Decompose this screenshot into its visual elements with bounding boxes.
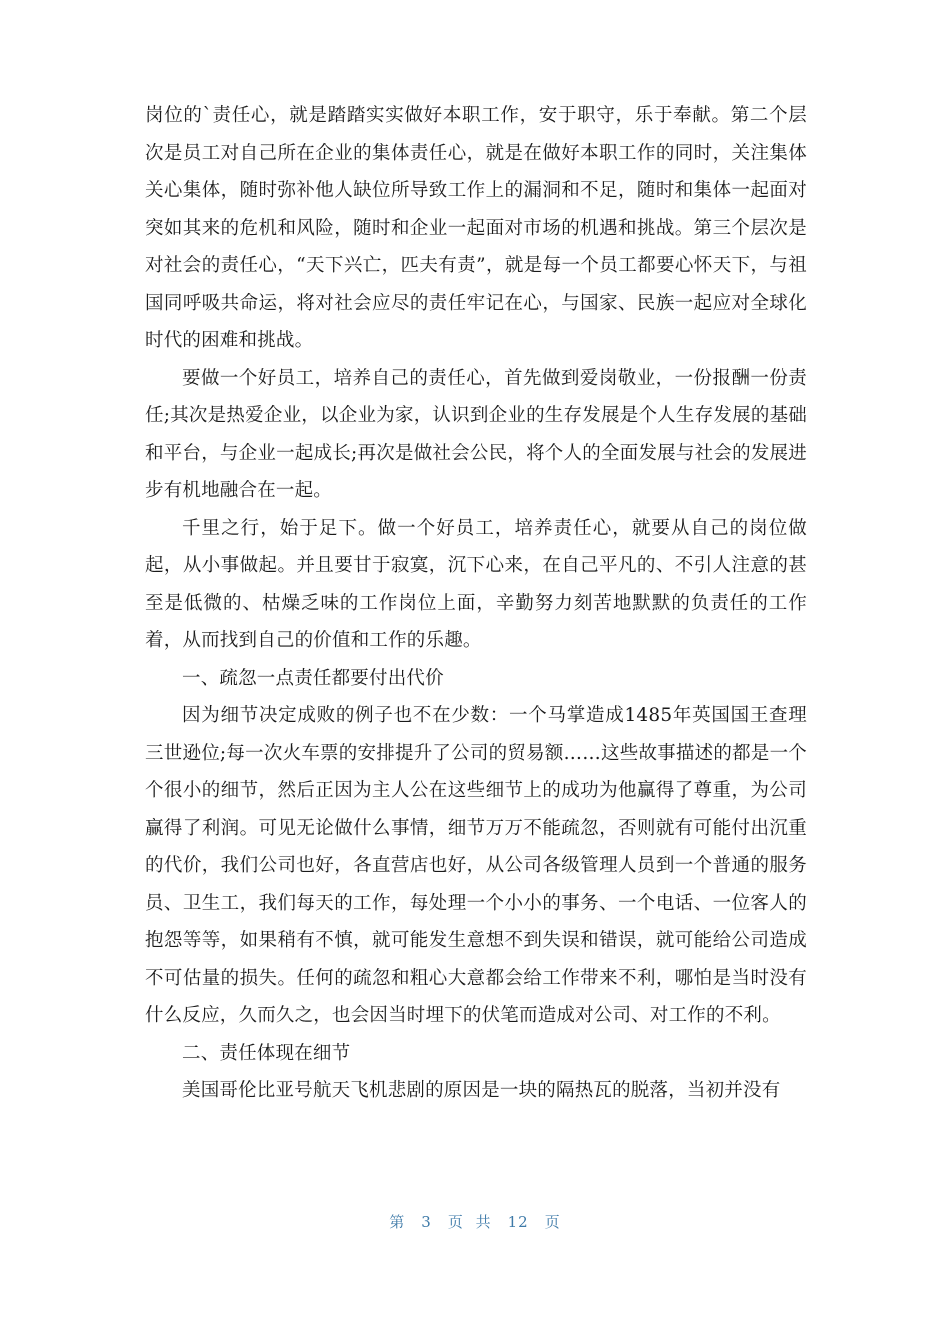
paragraph-3: 千里之行，始于足下。做一个好员工，培养责任心，就要从自己的岗位做起，从小事做起。并且要甘于寂寞，沉下心来，在自己平凡的、不引人注意的甚至是低微的、枯燥乏味的工作岗位上面，辛勤努力刻苦地默默的负责任的工作着，从而找到自己的价值和工作的乐趣。 <box>145 517 807 651</box>
document-body <box>145 97 807 1110</box>
page-footer <box>0 1211 950 1232</box>
paragraph-5: 美国哥伦比亚号航天飞机悲剧的原因是一块的隔热瓦的脱落，当初并没有 <box>182 1080 781 1101</box>
section-heading-2: 二、责任体现在细节 <box>182 1042 351 1064</box>
section-heading-1: 一、疏忽一点责任都要付出代价 <box>182 667 444 689</box>
footer-prefix: 第 <box>389 1213 406 1231</box>
paragraph-4: 因为细节决定成败的例子也不在少数：一个马掌造成1485年英国国王查理三世逊位;每一次火车票的安排提升了公司的贸易额……这些故事描述的都是一个个很小的细节，然后正因为主人公在这些细节上的成功为他赢得了尊重，为公司赢得了利润。可见无论做什么事情，细节万万不能疏忽，否则就有可能付出沉重的代价，我们公司也好，各直营店也好，从公司各级管理人员到一个普通的服务员、卫生工，我们每天的工作，每处理一个小小的事务、一个电话、一位客人的抱怨等等，如果稍有不慎，就可能发生意想不到失误和错误，就可能给公司造成不可估量的损失。任何的疏忽和粗心大意都会给工作带来不利，哪怕是当时没有什么反应，久而久之，也会因当时埋下的伏笔而造成对公司、对工作的不利。 <box>145 705 807 1026</box>
footer-total-pages: 12 <box>507 1213 529 1231</box>
paragraph-1: 岗位的`责任心，就是踏踏实实做好本职工作，安于职守，乐于奉献。第二个层次是员工对自己所在企业的集体责任心，就是在做好本职工作的同时，关注集体关心集体，随时弥补他人缺位所导致工作上的漏洞和不足，随时和集体一起面对突如其来的危机和风险，随时和企业一起面对市场的机遇和挑战。第三个层次是对社会的责任心，“天下兴亡，匹夫有责”，就是每一个员工都要心怀天下，与祖国同呼吸共命运，将对社会应尽的责任牢记在心，与国家、民族一起应对全球化时代的困难和挑战。 <box>145 105 807 351</box>
footer-current-page: 3 <box>421 1213 432 1231</box>
paragraph-2: 要做一个好员工，培养自己的责任心，首先做到爱岗敬业，一份报酬一份责任;其次是热爱企业，以企业为家，认识到企业的生存发展是个人生存发展的基础和平台，与企业一起成长;再次是做社会公民，将个人的全面发展与社会的发展进步有机地融合在一起。 <box>145 367 807 501</box>
footer-middle: 页 共 <box>447 1213 492 1231</box>
footer-suffix: 页 <box>544 1213 561 1231</box>
